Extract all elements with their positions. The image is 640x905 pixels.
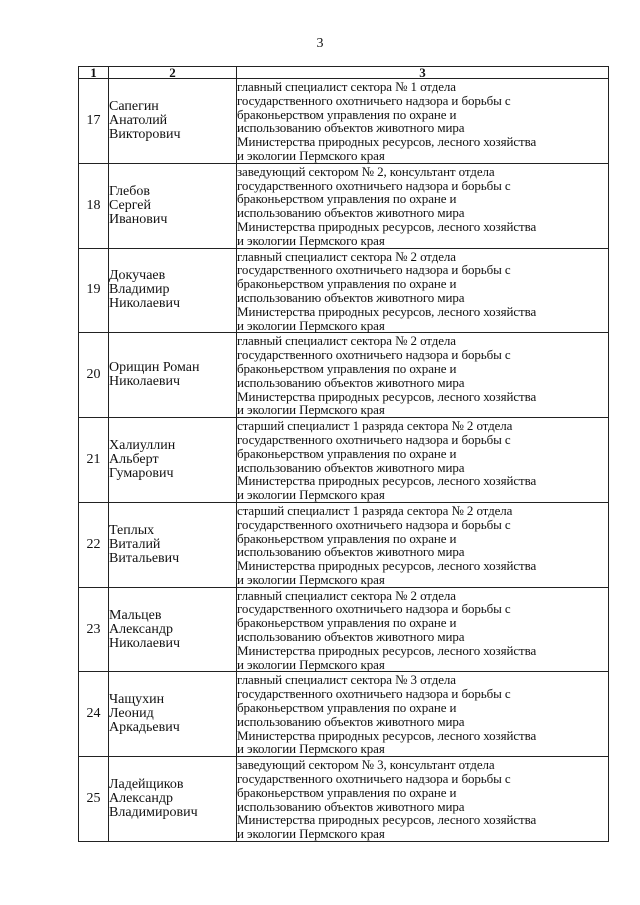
employee-name-line: Докучаев: [109, 268, 166, 284]
position-line: старший специалист 1 разряда сектора № 2 отдела: [237, 418, 513, 434]
employee-name-line: Анатолий: [109, 112, 168, 128]
employee-name-line: Леонид: [109, 706, 154, 722]
position-line: главный специалист сектора № 2 отдела: [237, 587, 456, 603]
position-line: государственного охотничьего надзора и борьбы с: [237, 771, 511, 787]
position-line: Министерства природных ресурсов, лесного хозяйства: [237, 303, 537, 319]
employee-name-line: Александр: [109, 791, 173, 807]
employee-name-line: Николаевич: [109, 374, 181, 390]
employee-name-line: Николаевич: [109, 635, 181, 651]
employee-position: [237, 418, 609, 503]
position-line: государственного охотничьего надзора и борьбы с: [237, 92, 511, 108]
staff-table: [78, 66, 609, 842]
table-row: [79, 248, 609, 333]
table-body: [79, 79, 609, 842]
position-line: использованию объектов животного мира: [237, 205, 465, 221]
position-line: государственного охотничьего надзора и борьбы с: [237, 686, 511, 702]
table-row: [79, 757, 609, 842]
employee-name-line: Александр: [109, 621, 173, 637]
position-text: [237, 503, 608, 587]
position-line: и экологии Пермского края: [237, 317, 385, 333]
position-line: Министерства природных ресурсов, лесного хозяйства: [237, 558, 537, 574]
employee-position: [237, 587, 609, 672]
employee-position: [237, 248, 609, 333]
position-line: и экологии Пермского края: [237, 402, 385, 418]
employee-name: [109, 757, 237, 842]
position-line: и экологии Пермского края: [237, 487, 385, 503]
position-text: [237, 672, 608, 756]
employee-name: [109, 248, 237, 333]
employee-name-line: Ладейщиков: [109, 777, 184, 793]
position-line: браконьерством управления по охране и: [237, 191, 457, 207]
position-line: и экологии Пермского края: [237, 571, 385, 587]
position-line: браконьерством управления по охране и: [237, 530, 457, 546]
position-line: государственного охотничьего надзора и борьбы с: [237, 601, 511, 617]
table-row: [79, 672, 609, 757]
employee-name: [109, 672, 237, 757]
employee-name: [109, 79, 237, 164]
employee-position: [237, 163, 609, 248]
position-line: браконьерством управления по охране и: [237, 700, 457, 716]
employee-position: [237, 672, 609, 757]
position-line: государственного охотничьего надзора и борьбы с: [237, 177, 511, 193]
position-line: Министерства природных ресурсов, лесного хозяйства: [237, 727, 537, 743]
employee-name-line: Глебов: [109, 183, 150, 199]
employee-name-line: Теплых: [109, 522, 155, 538]
row-number: 25: [79, 757, 109, 842]
employee-name: [109, 418, 237, 503]
employee-name-line: Николаевич: [109, 296, 181, 312]
position-line: государственного охотничьего надзора и борьбы с: [237, 516, 511, 532]
position-line: главный специалист сектора № 2 отдела: [237, 248, 456, 264]
position-text: [237, 249, 608, 333]
position-line: браконьерством управления по охране и: [237, 106, 457, 122]
employee-name-line: Иванович: [109, 211, 168, 227]
employee-name: [109, 333, 237, 418]
position-line: использованию объектов животного мира: [237, 544, 465, 560]
employee-name-line: Владимирович: [109, 805, 198, 821]
employee-name-line: Виталий: [109, 536, 161, 552]
position-line: Министерства природных ресурсов, лесного хозяйства: [237, 388, 537, 404]
table-row: [79, 418, 609, 503]
position-line: и экологии Пермского края: [237, 147, 385, 163]
employee-name-line: Мальцев: [109, 607, 162, 623]
position-line: главный специалист сектора № 3 отдела: [237, 672, 456, 688]
employee-name: [109, 587, 237, 672]
position-line: браконьерством управления по охране и: [237, 360, 457, 376]
page-number: 3: [316, 36, 324, 51]
employee-name-line: Сергей: [109, 197, 151, 213]
position-line: заведующий сектором № 3, консультант отдела: [237, 757, 495, 773]
position-line: браконьерством управления по охране и: [237, 276, 457, 292]
position-line: использованию объектов животного мира: [237, 289, 465, 305]
position-text: [237, 79, 608, 163]
column-header-position: 3: [237, 67, 609, 79]
table-row: [79, 333, 609, 418]
position-line: главный специалист сектора № 2 отдела: [237, 333, 456, 349]
table-row: [79, 163, 609, 248]
employee-name-line: Аркадьевич: [109, 720, 180, 736]
position-line: государственного охотничьего надзора и борьбы с: [237, 262, 511, 278]
position-line: и экологии Пермского края: [237, 741, 385, 757]
employee-name: [109, 502, 237, 587]
position-line: использованию объектов животного мира: [237, 374, 465, 390]
employee-name-line: Владимир: [109, 282, 170, 298]
employee-position: [237, 79, 609, 164]
employee-name-line: Сапегин: [109, 98, 159, 114]
position-line: Министерства природных ресурсов, лесного хозяйства: [237, 473, 537, 489]
row-number: 21: [79, 418, 109, 503]
row-number: 23: [79, 587, 109, 672]
employee-name-line: Чащухин: [109, 692, 165, 708]
table-row: [79, 502, 609, 587]
row-number: 17: [79, 79, 109, 164]
employee-name: [109, 163, 237, 248]
table-row: [79, 79, 609, 164]
position-line: использованию объектов животного мира: [237, 713, 465, 729]
position-text: [237, 588, 608, 672]
position-line: использованию объектов животного мира: [237, 629, 465, 645]
position-line: Министерства природных ресурсов, лесного хозяйства: [237, 642, 537, 658]
position-line: Министерства природных ресурсов, лесного хозяйства: [237, 812, 537, 828]
employee-position: [237, 502, 609, 587]
position-line: и экологии Пермского края: [237, 656, 385, 672]
column-header-name: 2: [109, 67, 237, 79]
employee-name-line: Альберт: [109, 452, 159, 468]
table-row: [79, 587, 609, 672]
position-line: использованию объектов животного мира: [237, 120, 465, 136]
row-number: 24: [79, 672, 109, 757]
position-line: и экологии Пермского края: [237, 232, 385, 248]
position-text: [237, 164, 608, 248]
position-line: заведующий сектором № 2, консультант отдела: [237, 163, 495, 179]
row-number: 19: [79, 248, 109, 333]
position-line: использованию объектов животного мира: [237, 798, 465, 814]
position-line: Министерства природных ресурсов, лесного хозяйства: [237, 134, 537, 150]
position-text: [237, 333, 608, 417]
position-line: и экологии Пермского края: [237, 826, 385, 842]
employee-position: [237, 333, 609, 418]
position-line: старший специалист 1 разряда сектора № 2 отдела: [237, 502, 513, 518]
employee-name-line: Орищин Роман: [109, 360, 200, 376]
employee-name-line: Халиуллин: [109, 438, 176, 454]
employee-name-line: Викторович: [109, 126, 181, 142]
employee-name-line: Витальевич: [109, 550, 180, 566]
row-number: 20: [79, 333, 109, 418]
position-line: браконьерством управления по охране и: [237, 445, 457, 461]
employee-name-line: Гумарович: [109, 466, 174, 482]
position-line: браконьерством управления по охране и: [237, 615, 457, 631]
column-header-number: 1: [79, 67, 109, 79]
position-line: государственного охотничьего надзора и борьбы с: [237, 431, 511, 447]
position-text: [237, 418, 608, 502]
position-line: Министерства природных ресурсов, лесного хозяйства: [237, 218, 537, 234]
position-line: браконьерством управления по охране и: [237, 784, 457, 800]
position-line: государственного охотничьего надзора и борьбы с: [237, 347, 511, 363]
employee-position: [237, 757, 609, 842]
row-number: 18: [79, 163, 109, 248]
table-header-row: [79, 67, 609, 79]
row-number: 22: [79, 502, 109, 587]
position-line: главный специалист сектора № 1 отдела: [237, 79, 456, 94]
position-line: использованию объектов животного мира: [237, 459, 465, 475]
position-text: [237, 757, 608, 841]
